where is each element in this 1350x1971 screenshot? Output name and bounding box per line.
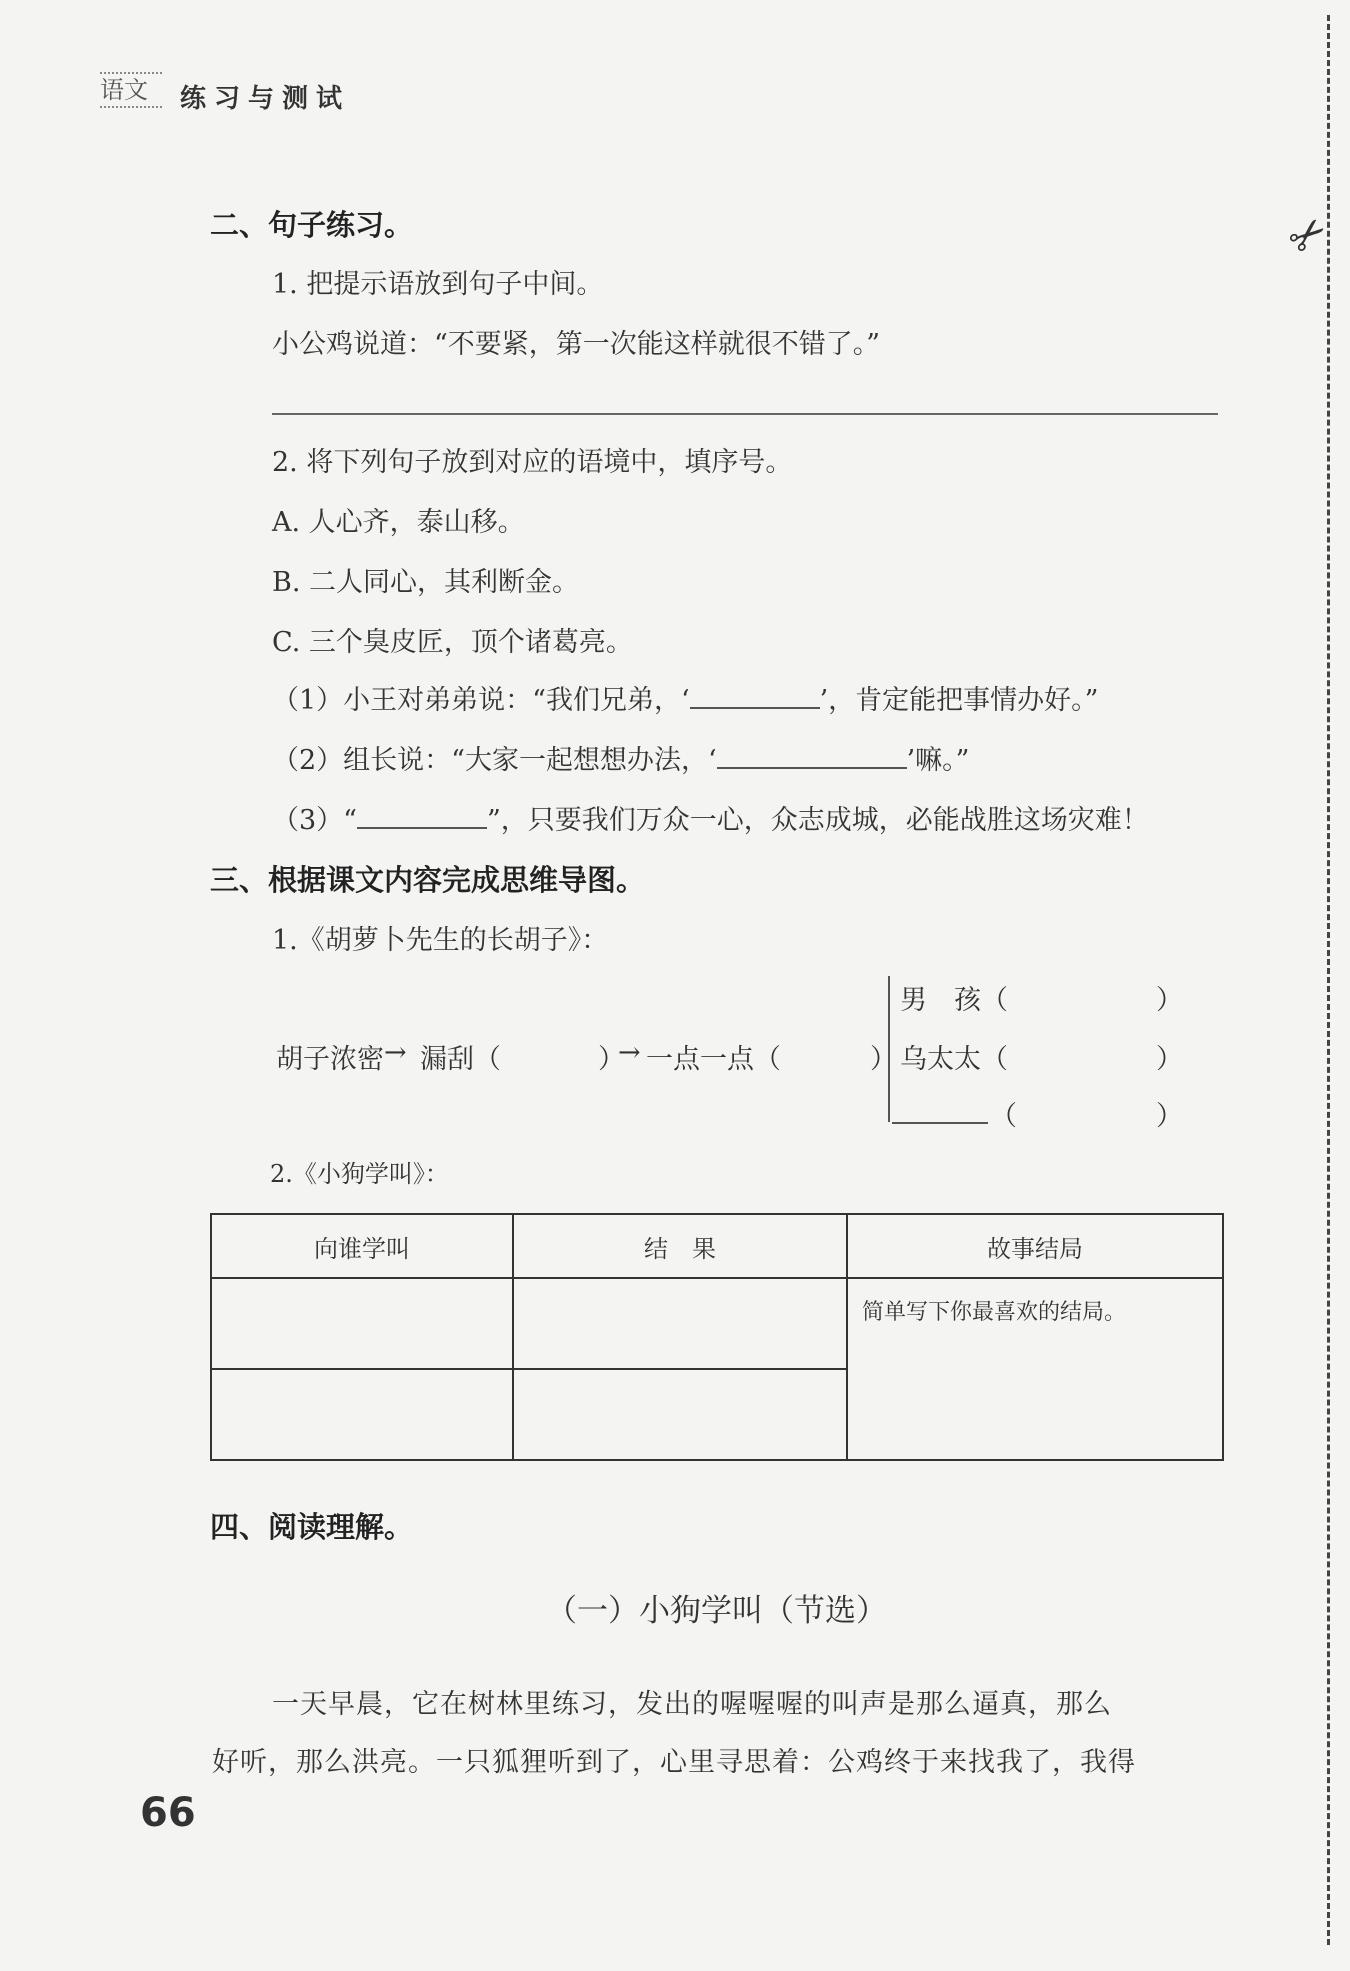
table-cell[interactable] (211, 1369, 513, 1460)
arrow-icon: → (384, 1037, 407, 1068)
context-item-1-before: （1）小王对弟弟说：“我们兄弟，‘ (272, 685, 690, 716)
column-header: 向谁学叫 (211, 1214, 513, 1278)
ending-note-cell[interactable] (847, 1278, 1223, 1460)
branch-blank[interactable] (892, 1122, 988, 1124)
fill-blank-1[interactable] (690, 683, 820, 709)
passage-line: 一天早晨，它在树林里练习，发出的喔喔喔的叫声是那么逼真，那么 (272, 1689, 1112, 1720)
flow-end: 一点一点（ (646, 1044, 781, 1075)
column-header: 结 果 (513, 1214, 847, 1278)
option-a: A. 人心齐，泰山移。 (272, 507, 525, 538)
branch-boy: 男 孩（ (900, 985, 1008, 1016)
fill-blank-3[interactable] (357, 803, 487, 829)
context-item-2-before: （2）组长说：“大家一起想想办法，‘ (272, 745, 717, 776)
subject-label: 语文 (100, 72, 162, 108)
branch-mrs-wu: 乌太太（ (900, 1044, 1008, 1075)
flow-mid: 漏刮（ (420, 1044, 501, 1075)
mindmap-title: 1.《胡萝卜先生的长胡子》： (272, 925, 609, 956)
answer-line[interactable] (272, 413, 1218, 415)
context-item-3-after: ”，只要我们万众一心，众志成城，必能战胜这场灾难！ (486, 805, 1149, 836)
context-item-1-after: ’，肯定能把事情办好。” (819, 685, 1099, 716)
table-cell[interactable] (513, 1369, 847, 1460)
option-c: C. 三个臭皮匠，顶个诸葛亮。 (272, 627, 633, 658)
page-number: 66 (140, 1790, 196, 1836)
branch-boy-close: ） (1156, 985, 1183, 1016)
flow-mid-close: ） (598, 1044, 625, 1075)
branch-mrs-wu-close: ） (1156, 1044, 1183, 1075)
passage-title: （一）小狗学叫（节选） (546, 1593, 887, 1629)
book-title: 练习与测试 (180, 84, 351, 114)
q1-sentence: 小公鸡说道：“不要紧，第一次能这样就很不错了。” (272, 329, 881, 360)
mindmap-bracket (888, 976, 890, 1122)
flow-start: 胡子浓密 (276, 1044, 384, 1075)
branch-3-open: （ (990, 1101, 1017, 1132)
arrow-icon: → (618, 1037, 641, 1068)
fill-blank-2[interactable] (717, 743, 907, 769)
context-item-3 (272, 798, 1149, 837)
option-b: B. 二人同心，其利断金。 (272, 567, 580, 598)
table-cell[interactable] (513, 1278, 847, 1369)
context-item-1 (272, 678, 1098, 717)
context-item-3-before: （3）“ (272, 805, 357, 836)
scissors-icon: ✂ (1277, 204, 1339, 267)
branch-3-close: ） (1156, 1101, 1183, 1132)
dog-story-table (210, 1213, 1224, 1461)
flow-end-close: ） (870, 1044, 897, 1075)
section-heading-2: 二、句子练习。 (210, 208, 414, 242)
table-title: 2.《小狗学叫》： (270, 1160, 449, 1188)
cut-line (1327, 15, 1330, 1945)
column-header: 故事结局 (847, 1214, 1223, 1278)
section-heading-4: 四、阅读理解。 (210, 1510, 414, 1544)
ending-note: 简单写下你最喜欢的结局。 (862, 1300, 1127, 1325)
q2-prompt: 2. 将下列句子放到对应的语境中，填序号。 (272, 447, 793, 478)
context-item-2-after: ’嘛。” (906, 745, 970, 776)
q1-prompt: 1. 把提示语放到句子中间。 (272, 269, 604, 300)
section-heading-3: 三、根据课文内容完成思维导图。 (210, 863, 646, 897)
context-item-2 (272, 738, 969, 777)
table-cell[interactable] (211, 1278, 513, 1369)
passage-line: 好听，那么洪亮。一只狐狸听到了，心里寻思着：公鸡终于来找我了，我得 (212, 1747, 1136, 1778)
